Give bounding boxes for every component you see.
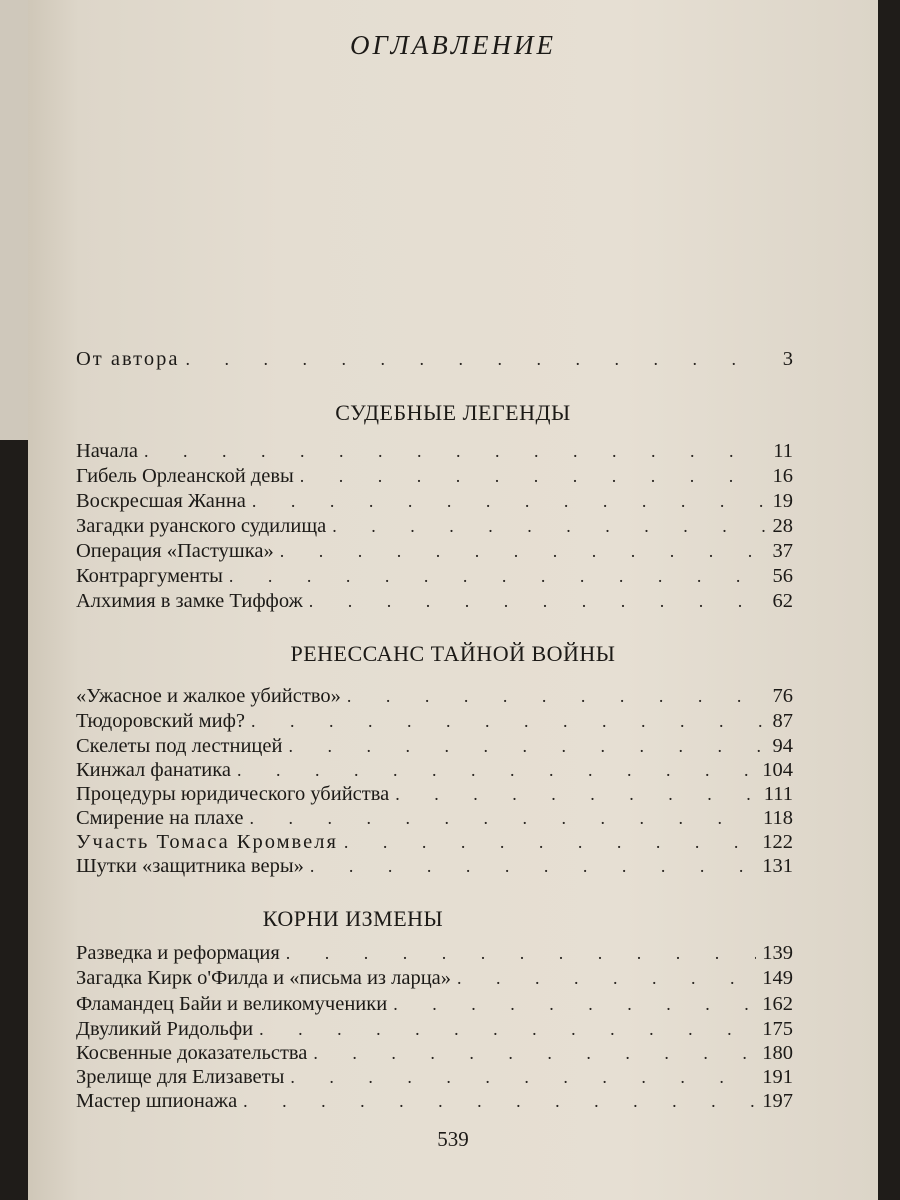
toc-entry-title: Мастер шпионажа xyxy=(76,1090,238,1112)
toc-entry-page: 162 xyxy=(762,993,793,1015)
toc-entry xyxy=(76,463,793,489)
toc-entry-title: Разведка и реформация xyxy=(76,942,280,964)
toc-entry xyxy=(76,488,793,514)
toc-entry-page: 175 xyxy=(762,1018,793,1040)
dot-leader xyxy=(347,683,767,709)
toc-entry xyxy=(76,829,793,855)
toc-entry-title: Косвенные доказательства xyxy=(76,1042,308,1064)
toc-entry xyxy=(76,965,793,991)
toc-entry-title: «Ужасное и жалкое убийство» xyxy=(76,685,341,707)
dot-leader xyxy=(309,588,767,614)
page-number: 539 xyxy=(437,1127,469,1151)
toc-entry-title: От автора xyxy=(76,348,180,370)
dot-leader xyxy=(229,563,767,589)
dot-leader xyxy=(393,991,756,1017)
toc-entry-title: Контраргументы xyxy=(76,565,223,587)
toc-entry-title: Кинжал фанатика xyxy=(76,759,232,781)
toc-entry-title: Тюдоровский миф? xyxy=(76,710,245,732)
dot-leader xyxy=(185,346,767,372)
toc-entry-page: 139 xyxy=(762,942,793,964)
toc-entry xyxy=(76,1016,793,1042)
toc-entry-title: Загадка Кирк о'Филда и «письма из ларца» xyxy=(76,967,452,989)
toc-entry xyxy=(76,563,793,589)
toc-entry-intro xyxy=(76,346,793,372)
toc-entry-page: 122 xyxy=(762,831,793,853)
dot-leader xyxy=(280,538,767,564)
dot-leader xyxy=(313,1040,756,1066)
toc-entry-page: 76 xyxy=(772,685,793,707)
toc-entry xyxy=(76,513,793,539)
adjacent-page-edge xyxy=(0,0,29,440)
dot-leader xyxy=(144,438,767,464)
toc-entry-page: 94 xyxy=(772,735,793,757)
toc-entry-title: Двуликий Ридольфи xyxy=(76,1018,254,1040)
toc-entry-page: 118 xyxy=(763,807,793,829)
dot-leader xyxy=(243,1088,756,1114)
toc-entry-title: Скелеты под лестницей xyxy=(76,735,283,757)
dot-leader xyxy=(344,829,756,855)
dot-leader xyxy=(252,488,767,514)
toc-entry xyxy=(76,1064,793,1090)
toc-entry xyxy=(76,438,793,464)
toc-entry-title: Операция «Пастушка» xyxy=(76,540,274,562)
toc-entry-title: Участь Томаса Кромвеля xyxy=(76,831,338,853)
section-heading: РЕНЕССАНС ТАЙНОЙ ВОЙНЫ xyxy=(290,641,616,666)
toc-entry xyxy=(76,1040,793,1066)
dot-leader xyxy=(457,965,756,991)
dot-leader xyxy=(290,1064,756,1090)
dot-leader xyxy=(332,513,766,539)
dot-leader xyxy=(288,733,766,759)
toc-entry-title: Процедуры юридического убийства xyxy=(76,783,390,805)
toc-entry-page: 3 xyxy=(782,348,793,370)
page-title: ОГЛАВЛЕНИЕ xyxy=(349,30,557,60)
toc-entry-page: 104 xyxy=(762,759,793,781)
toc-entry-title: Воскресшая Жанна xyxy=(76,490,246,512)
toc-entry-title: Загадки руанского судилища xyxy=(76,515,327,537)
toc-entry-page: 16 xyxy=(772,465,793,487)
dot-leader xyxy=(237,757,756,783)
toc-entry-page: 149 xyxy=(762,967,793,989)
dot-leader xyxy=(259,1016,756,1042)
toc-entry xyxy=(76,1088,793,1114)
toc-entry-page: 19 xyxy=(772,490,793,512)
toc-entry-page: 180 xyxy=(762,1042,793,1064)
dot-leader xyxy=(286,940,756,966)
toc-entry xyxy=(76,805,793,831)
toc-entry-page: 131 xyxy=(762,855,793,877)
toc-entry-title: Фламандец Байи и великомученики xyxy=(76,993,388,1015)
toc-entry-page: 11 xyxy=(773,440,793,462)
section-heading: КОРНИ ИЗМЕНЫ xyxy=(262,906,444,931)
toc-entry-page: 111 xyxy=(763,783,793,805)
toc-entry-title: Начала xyxy=(76,440,139,462)
toc-entry xyxy=(76,853,793,879)
dot-leader xyxy=(300,463,767,489)
toc-entry-page: 28 xyxy=(772,515,793,537)
dot-leader xyxy=(249,805,757,831)
toc-entry xyxy=(76,781,793,807)
toc-entry-page: 37 xyxy=(772,540,793,562)
toc-entry xyxy=(76,733,793,759)
toc-entry xyxy=(76,588,793,614)
toc-entry xyxy=(76,708,793,734)
toc-entry xyxy=(76,757,793,783)
dot-leader xyxy=(251,708,767,734)
toc-entry-page: 62 xyxy=(772,590,793,612)
dot-leader xyxy=(310,853,756,879)
toc-entry-page: 56 xyxy=(772,565,793,587)
toc-entry xyxy=(76,940,793,966)
toc-entry xyxy=(76,538,793,564)
toc-entry xyxy=(76,683,793,709)
section-heading: СУДЕБНЫЕ ЛЕГЕНДЫ xyxy=(335,400,571,425)
toc-entry xyxy=(76,991,793,1017)
toc-entry-page: 191 xyxy=(762,1066,793,1088)
toc-entry-title: Гибель Орлеанской девы xyxy=(76,465,294,487)
toc-entry-title: Алхимия в замке Тиффож xyxy=(76,590,303,612)
toc-entry-title: Смирение на плахе xyxy=(76,807,244,829)
toc-entry-page: 197 xyxy=(762,1090,793,1112)
dot-leader xyxy=(395,781,758,807)
book-page xyxy=(28,0,878,1200)
toc-entry-title: Зрелище для Елизаветы xyxy=(76,1066,285,1088)
toc-entry-title: Шутки «защитника веры» xyxy=(76,855,304,877)
toc-entry-page: 87 xyxy=(772,710,793,732)
